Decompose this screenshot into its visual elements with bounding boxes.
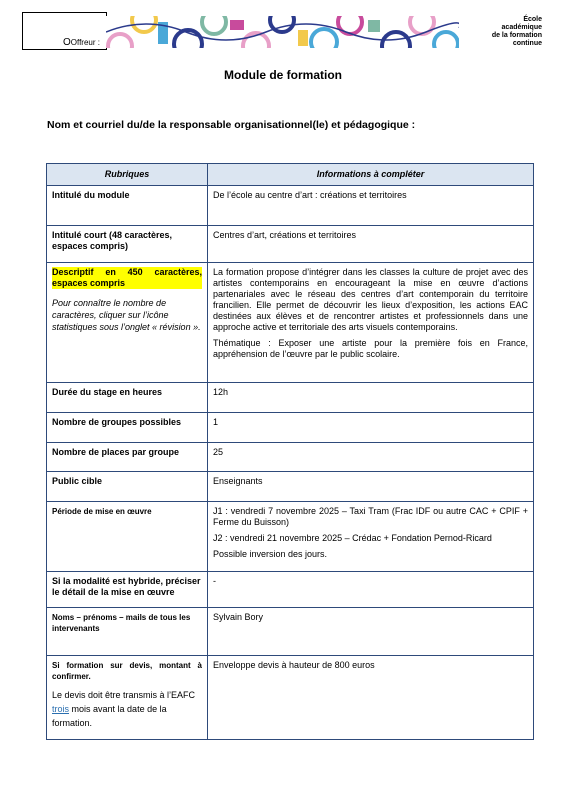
intitule-label: Intitulé du module <box>47 186 208 226</box>
table-row <box>47 656 534 740</box>
descriptif-value: La formation propose d’intégrer dans les classes la culture de projet avec des artistes contemporains en encourageant la mise en œuvre d’actions partenariales avec le réseau des centres d’art contemporain du territoire francilien. Elle permet de découvrir les lieux d’exposition, les actions EAC destinées aux élèves et de rencontrer artistes et professionnels dans une approche active et territoriale des arts visuels contemporains. <box>213 267 528 332</box>
table-row <box>47 608 534 656</box>
devis-label: Si formation sur devis, montant à confirmer. <box>52 661 202 681</box>
table-row <box>47 472 534 502</box>
descriptif-value-cell[interactable] <box>208 263 534 383</box>
formation-table <box>46 163 534 740</box>
table-row <box>47 226 534 263</box>
devis-value[interactable]: Enveloppe devis à hauteur de 800 euros <box>208 656 534 740</box>
duree-label: Durée du stage en heures <box>47 383 208 413</box>
hybride-value[interactable]: - <box>208 572 534 608</box>
table-row <box>47 502 534 572</box>
groupes-value[interactable]: 1 <box>208 413 534 443</box>
table-row <box>47 383 534 413</box>
offreur-label: OOffreur : <box>63 37 100 48</box>
intitule-value[interactable]: De l’école au centre d’art : créations et territoires <box>208 186 534 226</box>
periode-note: Possible inversion des jours. <box>213 549 328 559</box>
public-label: Public cible <box>47 472 208 502</box>
noms-label: Noms – prénoms – mails de tous les intervenants <box>47 608 208 656</box>
hybride-label: Si la modalité est hybride, préciser le détail de la mise en œuvre <box>47 572 208 608</box>
places-value[interactable]: 25 <box>208 443 534 472</box>
public-value[interactable]: Enseignants <box>208 472 534 502</box>
header-rubriques: Rubriques <box>47 164 208 186</box>
descriptif-label: Descriptif en 450 caractères, espaces compris <box>52 267 202 288</box>
header-informations: Informations à compléter <box>208 164 534 186</box>
noms-value[interactable]: Sylvain Bory <box>208 608 534 656</box>
table-row <box>47 572 534 608</box>
table-row <box>47 186 534 226</box>
table-header-row <box>47 164 534 186</box>
page-title: Module de formation <box>224 68 342 82</box>
intitule-court-value[interactable]: Centres d’art, créations et territoires <box>208 226 534 263</box>
intitule-court-label: Intitulé court (48 caractères, espaces compris) <box>47 226 208 263</box>
responsable-label: Nom et courriel du/de la responsable organisationnel(le) et pédagogique : <box>47 119 416 131</box>
thematique-value: Thématique : Exposer une artiste pour la première fois en France, appréhension de l’œuvre par le public scolaire. <box>213 338 528 359</box>
ecole-logo-text: École académique de la formation continue <box>491 16 542 47</box>
devis-link[interactable]: trois <box>52 704 70 714</box>
descriptif-hint: Pour connaître le nombre de caractères, cliquer sur l’icône statistiques sous l’onglet « révision ». <box>52 298 201 332</box>
table-row <box>47 413 534 443</box>
periode-value-cell[interactable] <box>208 502 534 572</box>
descriptif-cell <box>47 263 208 383</box>
places-label: Nombre de places par groupe <box>47 443 208 472</box>
groupes-label: Nombre de groupes possibles <box>47 413 208 443</box>
devis-cell <box>47 656 208 740</box>
devis-note: Le devis doit être transmis à l’EAFC trois mois avant la date de la formation. <box>52 690 196 728</box>
table-row <box>47 263 534 383</box>
decorative-banner <box>106 16 459 48</box>
periode-label: Période de mise en œuvre <box>47 502 208 572</box>
table-row <box>47 443 534 472</box>
periode-j1: J1 : vendredi 7 novembre 2025 – Taxi Tram (Frac IDF ou autre CAC + CPIF + Ferme du Buisson) <box>213 506 528 527</box>
duree-value[interactable]: 12h <box>208 383 534 413</box>
periode-j2: J2 : vendredi 21 novembre 2025 – Crédac + Fondation Pernod-Ricard <box>213 533 492 543</box>
